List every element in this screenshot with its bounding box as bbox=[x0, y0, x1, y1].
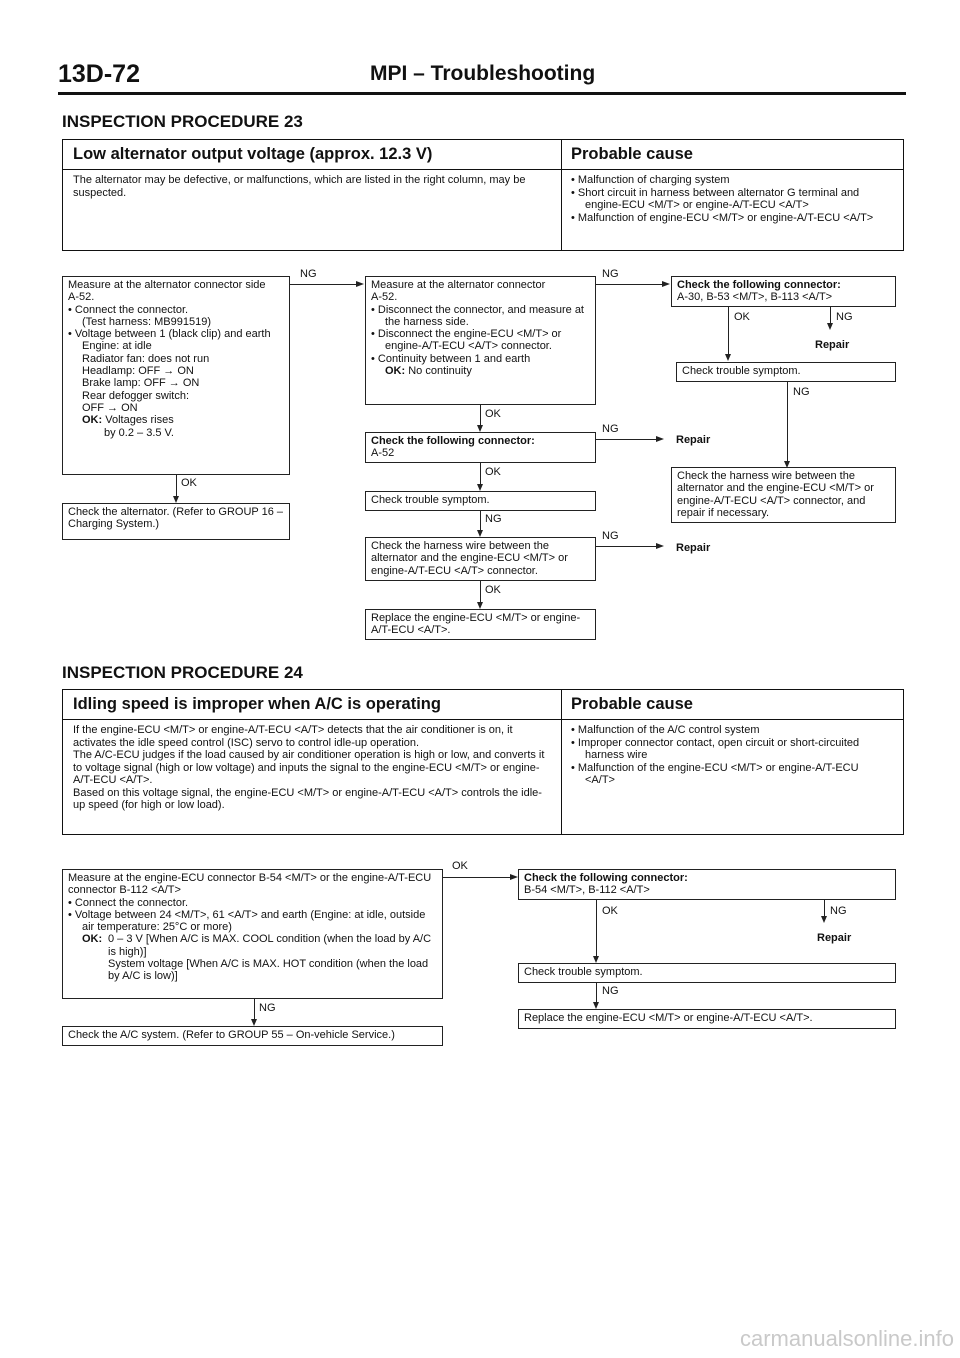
arrow-right-icon bbox=[356, 281, 364, 287]
page-code: 13D-72 bbox=[58, 60, 140, 88]
arrow-down-icon bbox=[593, 1002, 599, 1009]
box-line: Measure at the alternator connector bbox=[371, 279, 546, 291]
check-trouble-symptom-box: Check trouble symptom. bbox=[676, 362, 896, 382]
flow-line bbox=[596, 439, 660, 440]
flow-line bbox=[596, 284, 666, 285]
check-harness-repair-box: Check the harness wire between the alternator and the engine-ECU <M/T> or engine-A/T-ECU <A/T> connector, and repair if necessary. bbox=[671, 467, 896, 523]
check-connector-box bbox=[518, 869, 896, 900]
ok-label: OK bbox=[485, 466, 501, 478]
cause-list bbox=[571, 724, 871, 787]
table-column-divider bbox=[561, 690, 562, 834]
cause-item: • Improper connector contact, open circuit or short-circuited harness wire bbox=[571, 736, 860, 761]
table-column-divider bbox=[561, 140, 562, 250]
box-line: Rear defogger switch: bbox=[82, 389, 189, 402]
flow-line bbox=[443, 877, 514, 878]
arrow-down-icon bbox=[593, 956, 599, 963]
flow-line bbox=[596, 900, 597, 960]
check-trouble-symptom-box: Check trouble symptom. bbox=[365, 491, 596, 511]
flow-line bbox=[728, 307, 729, 358]
ng-label: NG bbox=[830, 905, 847, 917]
box-line: Radiator fan: does not run bbox=[82, 352, 210, 365]
cause-item: • Malfunction of engine-ECU <M/T> or engine-A/T-ECU <A/T> bbox=[571, 211, 874, 224]
box-ok-block bbox=[68, 933, 437, 982]
table-header-divider bbox=[63, 719, 903, 720]
symptom-paragraph: The A/C-ECU judges if the load caused by air conditioner operation is high or low, and converts it to voltage signal (high or low voltage) and inputs the signal to the engine-ECU <M/T> or engine-A/T-ECU <A/T>. bbox=[73, 749, 545, 786]
arrow-down-icon bbox=[827, 323, 833, 330]
box-line: A-52 bbox=[371, 447, 395, 460]
arrow-down-icon bbox=[477, 602, 483, 609]
check-harness-box: Check the harness wire between the alternator and the engine-ECU <M/T> or engine-A/T-ECU <A/T> connector. bbox=[365, 537, 596, 581]
box-line: A-52. bbox=[371, 291, 398, 304]
arrow-down-icon bbox=[251, 1019, 257, 1026]
check-connector-a52-box bbox=[365, 432, 596, 463]
repair-label: Repair bbox=[815, 339, 850, 351]
page-title: MPI – Troubleshooting bbox=[370, 62, 596, 85]
cause-item: • Malfunction of the engine-ECU <M/T> or engine-A/T-ECU <A/T> bbox=[571, 761, 859, 786]
ng-label: NG bbox=[602, 985, 619, 997]
replace-ecu-box: Replace the engine-ECU <M/T> or engine-A/T-ECU <A/T>. bbox=[518, 1009, 896, 1029]
procedure-24-title: INSPECTION PROCEDURE 24 bbox=[62, 663, 303, 682]
ng-label: NG bbox=[602, 530, 619, 542]
box-line: B-54 <M/T>, B-112 <A/T> bbox=[524, 884, 650, 897]
box-item: • Connect the connector. bbox=[68, 896, 189, 909]
box-title: Check the following connector: bbox=[524, 872, 688, 884]
arrow-down-icon bbox=[477, 484, 483, 491]
symptom-paragraph: Based on this voltage signal, the engine-ECU <M/T> or engine-A/T-ECU <A/T> controls the idle-up speed (for high or low load). bbox=[73, 786, 542, 811]
table-header-divider bbox=[63, 169, 903, 170]
check-connector-box bbox=[671, 276, 896, 307]
ok-label: OK bbox=[181, 477, 197, 489]
ng-label: NG bbox=[793, 386, 810, 398]
flow-line bbox=[596, 546, 660, 547]
symptom-paragraph: If the engine-ECU <M/T> or engine-A/T-ECU <A/T> detects that the air conditioner is on, it activates the idle speed control (ISC) servo to control idle-up operation. bbox=[73, 724, 513, 749]
procedure-23-title: INSPECTION PROCEDURE 23 bbox=[62, 112, 303, 131]
box-line: A-30, B-53 <M/T>, B-113 <A/T> bbox=[677, 291, 833, 304]
arrow-right-icon bbox=[510, 874, 518, 880]
ok-label: OK bbox=[485, 584, 501, 596]
check-trouble-symptom-box: Check trouble symptom. bbox=[518, 963, 896, 983]
box-line: Measure at the alternator connector side bbox=[68, 279, 266, 291]
box-line: System voltage [When A/C is MAX. HOT condition (when the load by A/C is low)] bbox=[108, 958, 429, 983]
ng-label: NG bbox=[602, 268, 619, 280]
replace-ecu-box: Replace the engine-ECU <M/T> or engine-A/T-ECU <A/T>. bbox=[365, 609, 596, 640]
measure-connector-box bbox=[365, 276, 596, 405]
ng-label: NG bbox=[485, 513, 502, 525]
cause-list bbox=[571, 174, 897, 224]
header-rule bbox=[58, 92, 906, 95]
ng-label: NG bbox=[259, 1002, 276, 1014]
repair-label: Repair bbox=[676, 542, 711, 554]
ok-label: OK bbox=[452, 860, 468, 872]
ok-label: OK bbox=[485, 408, 501, 420]
box-line: (Test harness: MB991519) bbox=[82, 315, 212, 328]
box-item: • Continuity between 1 and earth bbox=[371, 352, 531, 365]
box-line: Brake lamp: OFF → ON bbox=[82, 377, 200, 390]
repair-label: Repair bbox=[817, 932, 852, 944]
symptom-heading: Low alternator output voltage (approx. 12.3 V) bbox=[73, 145, 433, 163]
arrow-right-icon bbox=[662, 281, 670, 287]
arrow-right-icon bbox=[656, 436, 664, 442]
measure-ecu-connector-box bbox=[62, 869, 443, 999]
symptom-heading: Idling speed is improper when A/C is operating bbox=[73, 695, 441, 713]
cause-item: • Malfunction of the A/C control system bbox=[571, 724, 760, 736]
box-item: • Disconnect the connector, and measure at the harness side. bbox=[371, 303, 584, 328]
arrow-right-icon bbox=[656, 543, 664, 549]
procedure-23-table bbox=[62, 139, 904, 251]
box-line: OFF → ON bbox=[82, 401, 138, 414]
box-ok-line: OK: No continuity bbox=[385, 365, 472, 378]
flow-line bbox=[290, 284, 360, 285]
box-line: by 0.2 – 3.5 V. bbox=[104, 426, 174, 439]
flow-line bbox=[787, 382, 788, 465]
arrow-down-icon bbox=[173, 496, 179, 503]
box-item: • Connect the connector. bbox=[68, 303, 189, 316]
arrow-down-icon bbox=[477, 530, 483, 537]
cause-item: • Malfunction of charging system bbox=[571, 174, 730, 186]
ng-label: NG bbox=[836, 311, 853, 323]
ok-label: OK bbox=[734, 311, 750, 323]
procedure-24-table bbox=[62, 689, 904, 835]
box-line: 0 – 3 V [When A/C is MAX. COOL condition (when the load by A/C is high)] bbox=[108, 933, 432, 958]
box-line: Engine: at idle bbox=[82, 340, 152, 353]
box-item: • Voltage between 24 <M/T>, 61 <A/T> and earth (Engine: at idle, outside air temperature: 25°C or more) bbox=[68, 908, 426, 934]
box-line: Measure at the engine-ECU connector B-54 <M/T> or the engine-A/T-ECU connector B-112 <A/T> bbox=[68, 872, 432, 897]
box-item: • Voltage between 1 (black clip) and earth bbox=[68, 328, 271, 341]
watermark: carmanualsonline.info bbox=[739, 1326, 954, 1351]
cause-item: • Short circuit in harness between alternator G terminal and engine-ECU <M/T> or engine-A/T-ECU <A/T> bbox=[571, 186, 860, 211]
cause-heading: Probable cause bbox=[571, 145, 693, 163]
measure-alternator-box bbox=[62, 276, 290, 475]
ng-label: NG bbox=[602, 423, 619, 435]
ok-values bbox=[108, 933, 437, 982]
ng-label: NG bbox=[300, 268, 317, 280]
ok-label: OK: bbox=[82, 933, 103, 946]
ok-label: OK bbox=[602, 905, 618, 917]
symptom-text: The alternator may be defective, or malfunctions, which are listed in the right column, may be suspected. bbox=[73, 174, 526, 199]
check-ac-system-box: Check the A/C system. (Refer to GROUP 55 – On-vehicle Service.) bbox=[62, 1026, 443, 1046]
repair-label: Repair bbox=[676, 434, 711, 446]
box-title: Check the following connector: bbox=[371, 435, 535, 447]
cause-heading: Probable cause bbox=[571, 695, 693, 713]
box-line: Headlamp: OFF → ON bbox=[82, 365, 194, 378]
arrow-down-icon bbox=[477, 425, 483, 432]
arrow-down-icon bbox=[821, 916, 827, 923]
box-title: Check the following connector: bbox=[677, 279, 841, 291]
check-alternator-box: Check the alternator. (Refer to GROUP 16 – Charging System.) bbox=[62, 503, 290, 540]
box-line: A-52. bbox=[68, 291, 95, 304]
box-ok-line: OK: Voltages rises bbox=[82, 414, 174, 427]
box-item: • Disconnect the engine-ECU <M/T> or engine-A/T-ECU <A/T> connector. bbox=[371, 328, 562, 353]
arrow-down-icon bbox=[725, 354, 731, 361]
symptom-text bbox=[73, 724, 553, 812]
